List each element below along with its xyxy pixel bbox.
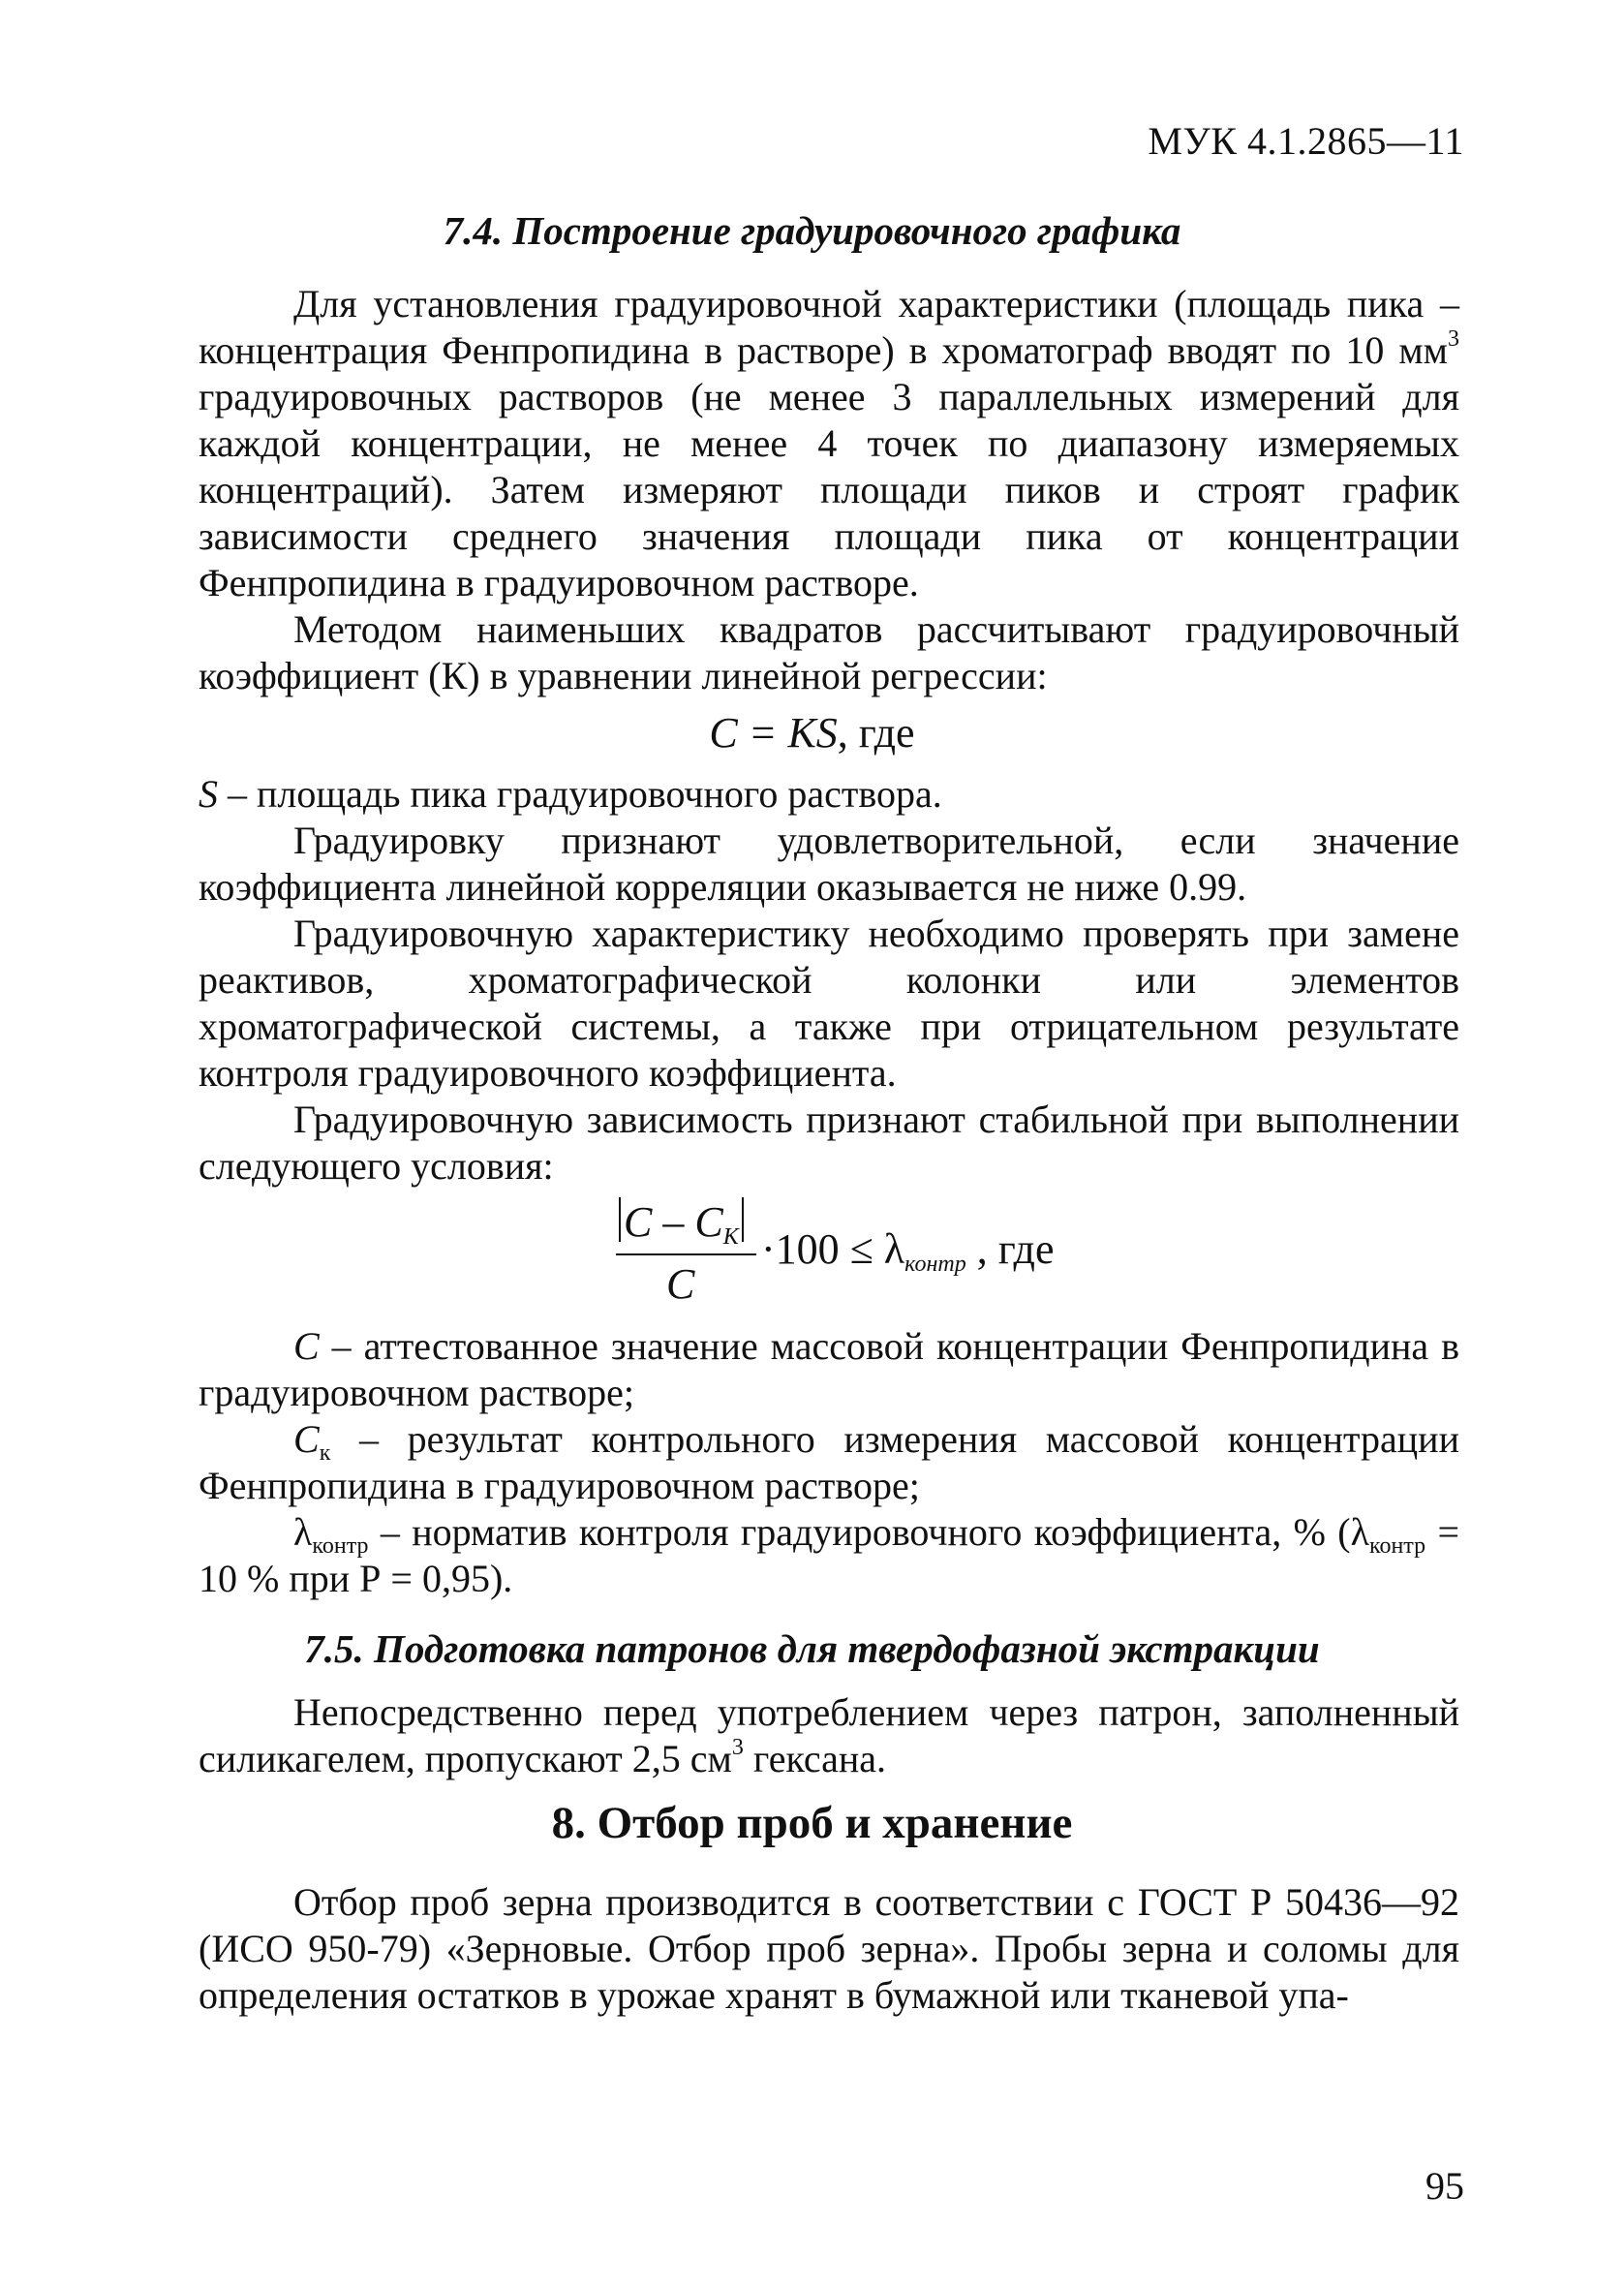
- paragraph: Градуировку признают удовлетворительной, если значение коэффициента линейной корреляции оказывается не ниже 0.99.: [199, 819, 1459, 909]
- section-7-4-body-2: [199, 771, 1459, 1190]
- paragraph: Отбор проб зерна производится в соответствии с ГОСТ Р 50436—92 (ИСО 950-79) «Зерновые. Отбор проб зерна». Пробы зерна и соломы для определения остатков в урожае хранят в бумажной или тканевой упа-: [199, 1880, 1459, 2017]
- paragraph: Градуировочную характеристику необходимо проверять при замене реактивов, хроматографической колонки или элементов хроматографической системы, а также при отрицательном результате контроля градуировочного коэффициента.: [199, 912, 1459, 1095]
- definition-s: S – площадь пика градуировочного раствора.: [199, 772, 942, 816]
- stability-formula: [616, 1197, 1119, 1323]
- fraction-line: [616, 1253, 756, 1255]
- definition-c: C – аттестованное значение массовой концентрации Фенпропидина в градуировочном растворе;: [199, 1324, 1459, 1414]
- running-head: МУК 4.1.2865—11: [1148, 119, 1464, 163]
- formula-rest: $\cdot 100 \le \lambda_{контр}$ , где: [761, 1225, 1055, 1277]
- section-7-4-title: 7.4. Построение градуировочного графика: [443, 208, 1181, 253]
- section-7-4-definitions: [199, 1323, 1459, 1602]
- formula-denominator: C: [666, 1260, 695, 1308]
- paragraph: Непосредственно перед употреблением через патрон, заполненный силикагелем, пропускают 2,5 $см^3$ гексана.: [199, 1690, 1459, 1780]
- definition-lambda: $\lambda_{контр}$ – норматив контроля градуировочного коэффициента, % ($\lambda_{контр} = 10$ % при Р = 0,95).: [199, 1510, 1460, 1600]
- section-8-body: [199, 1879, 1459, 2019]
- section-7-4-body-1: [199, 281, 1459, 699]
- section-7-5-body: [199, 1689, 1459, 1782]
- page-number: 95: [1425, 2164, 1464, 2208]
- section-7-5-title: 7.5. Подготовка патронов для твердофазной экстракции: [304, 1626, 1320, 1671]
- paragraph: Для установления градуировочной характеристики (площадь пика – концентрация Фенпропидина в растворе) в хроматограф вводят по 10 $мм^3$ градуировочных растворов (не менее 3 параллельных измерений для каждой концентрации, не менее 4 точек по диапазону измеряемых концентраций). Затем измеряют площади пиков и строят график зависимости среднего значения площади пика от концентрации Фенпропидина в градуировочном растворе.: [199, 282, 1459, 604]
- formula-numerator: C – $C_K$: [616, 1197, 747, 1246]
- paragraph: Градуировочную зависимость признают стабильной при выполнении следующего условия:: [199, 1098, 1459, 1188]
- section-8-title: 8. Отбор проб и хранение: [551, 1798, 1073, 1848]
- definition-ck: $C_к$ – результат контрольного измерения массовой концентрации Фенпропидина в градуировочном растворе;: [199, 1417, 1459, 1507]
- regression-formula: C = KS, где: [709, 709, 915, 757]
- paragraph: Методом наименьших квадратов рассчитывают градуировочный коэффициент (К) в уравнении линейной регрессии:: [199, 607, 1459, 697]
